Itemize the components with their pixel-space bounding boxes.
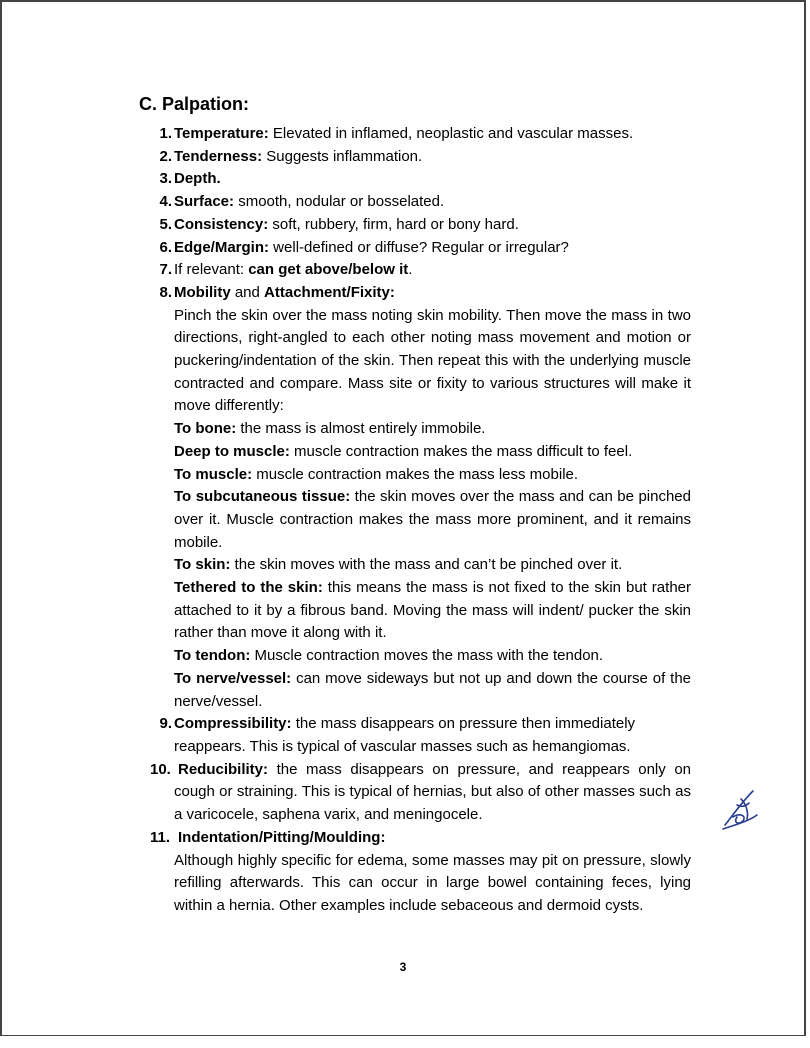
item-text: smooth, nodular or bosselated. — [234, 193, 445, 211]
item-body — [174, 715, 635, 755]
list-item-surface — [139, 191, 691, 214]
item-body — [174, 759, 691, 827]
sub-item-to-muscle — [174, 464, 691, 487]
sub-item-to-subcutaneous-tissue — [174, 486, 691, 554]
sub-item-text: this means the mass is not fixed to the skin but rather attached to it by a fibrous band. Moving the mass will indent/ pucker the skin rather than move it along with it. — [174, 579, 691, 642]
item-suffix: . — [408, 261, 413, 279]
sub-item-label: To nerve/vessel: — [174, 669, 292, 687]
item-number: 6. — [159, 238, 172, 256]
list-item-reducibility — [139, 759, 691, 827]
item-body: Pinch the skin over the mass noting skin mobility. Then move the mass in two directions, right-angled to each other noting mass movement and motion or puckering/indentation of the skin. Then repeat this with the underlying muscle contracted and compare. Mass site or fixity to various structures will make it move differently: — [174, 306, 691, 415]
sub-item-label: Tethered to the skin: — [174, 579, 323, 597]
item-label: Consistency: — [174, 215, 269, 233]
item-label: Mobility — [174, 283, 231, 301]
page-number: 3 — [399, 960, 407, 974]
item-text: well-defined or diffuse? Regular or irregular? — [269, 238, 569, 256]
item-number: 7. — [159, 261, 172, 279]
sub-item-text: the skin moves with the mass and can’t be pinched over it. — [230, 556, 623, 574]
sub-item-text: the mass is almost entirely immobile. — [236, 420, 486, 438]
sub-item-text: muscle contraction makes the mass less mobile. — [252, 465, 579, 483]
item-text: Elevated in inflamed, neoplastic and vascular masses. — [268, 125, 634, 142]
item-label: Attachment/Fixity: — [264, 283, 395, 301]
item-label: can get above/below it — [248, 261, 409, 279]
item-label: Compressibility: — [174, 715, 292, 733]
sub-item-text: muscle contraction makes the mass difficult to feel. — [289, 442, 633, 460]
sub-item-to-skin — [174, 554, 691, 577]
item-joiner: and — [230, 283, 265, 301]
list-item-if-relevant — [139, 259, 691, 282]
item-text: the mass disappears on pressure then immediately reappears. This is typical of vascular masses such as hemangiomas. — [174, 715, 636, 755]
item-number: 2. — [159, 147, 172, 165]
sub-item-tethered-to-skin — [174, 577, 691, 645]
list-item-tenderness — [139, 146, 691, 169]
item-label: Tenderness: — [174, 147, 263, 165]
item-number: 1. — [159, 125, 172, 142]
item-label: Depth. — [174, 170, 221, 188]
item-label: Surface: — [174, 193, 235, 211]
sub-item-text: Muscle contraction moves the mass with the tendon. — [250, 647, 604, 665]
palpation-list — [139, 123, 691, 918]
item-number: 5. — [159, 215, 172, 233]
item-text: soft, rubbery, firm, hard or bony hard. — [268, 215, 519, 233]
list-item-consistency — [139, 214, 691, 237]
item-label: Reducibility: — [178, 760, 269, 778]
sub-item-label: To muscle: — [174, 465, 253, 483]
item-label: Edge/Margin: — [174, 238, 270, 256]
item-number: 11. — [150, 828, 171, 846]
item-prefix: If relevant: — [174, 261, 249, 279]
item-text: the mass disappears on pressure, and reappears only on cough or straining. This is typical of hernias, but also of other masses such as a varicocele, saphena varix, and meningocele. — [174, 760, 691, 824]
sub-item-text: can move sideways but not up and down the course of the nerve/vessel. — [174, 669, 692, 710]
item-number: 3. — [159, 170, 172, 188]
item-label: Indentation/Pitting/Moulding: — [178, 828, 386, 846]
item-number: 4. — [159, 193, 172, 211]
sub-item-to-nerve-vessel — [174, 668, 691, 713]
sub-item-label: To bone: — [174, 420, 237, 438]
list-item-edge-margin — [139, 237, 691, 260]
sub-item-to-tendon — [174, 645, 691, 668]
sub-item-label: To skin: — [174, 556, 231, 574]
item-body: Although highly specific for edema, some masses may pit on pressure, slowly refilling afterwards. This can occur in large bowel containing feces, lying within a hernia. Other examples include sebaceous and dermoid cysts. — [174, 851, 691, 914]
sub-item-label: To subcutaneous tissue: — [174, 488, 351, 506]
list-item-compressibility — [139, 713, 691, 758]
item-text: Suggests inflammation. — [262, 147, 423, 165]
item-number: 8. — [159, 283, 172, 301]
signature-icon — [719, 785, 761, 833]
list-item-depth — [139, 168, 691, 191]
sub-item-text: the skin moves over the mass and can be pinched over it. Muscle contraction makes the mass more prominent, and it remains mobile. — [174, 488, 691, 551]
list-item-mobility — [139, 282, 691, 713]
item-number: 10. — [150, 760, 171, 778]
sub-item-label: To tendon: — [174, 647, 251, 665]
sub-item-deep-to-muscle — [174, 441, 691, 464]
sub-item-label: Deep to muscle: — [174, 442, 290, 460]
sub-item-to-bone — [174, 418, 691, 441]
list-item-indentation — [139, 827, 691, 918]
palpation-content — [139, 123, 691, 918]
item-number: 9. — [159, 715, 172, 733]
section-heading: C. Palpation: — [139, 94, 250, 114]
list-item-temperature — [139, 123, 691, 146]
item-label: Temperature: — [174, 125, 269, 142]
